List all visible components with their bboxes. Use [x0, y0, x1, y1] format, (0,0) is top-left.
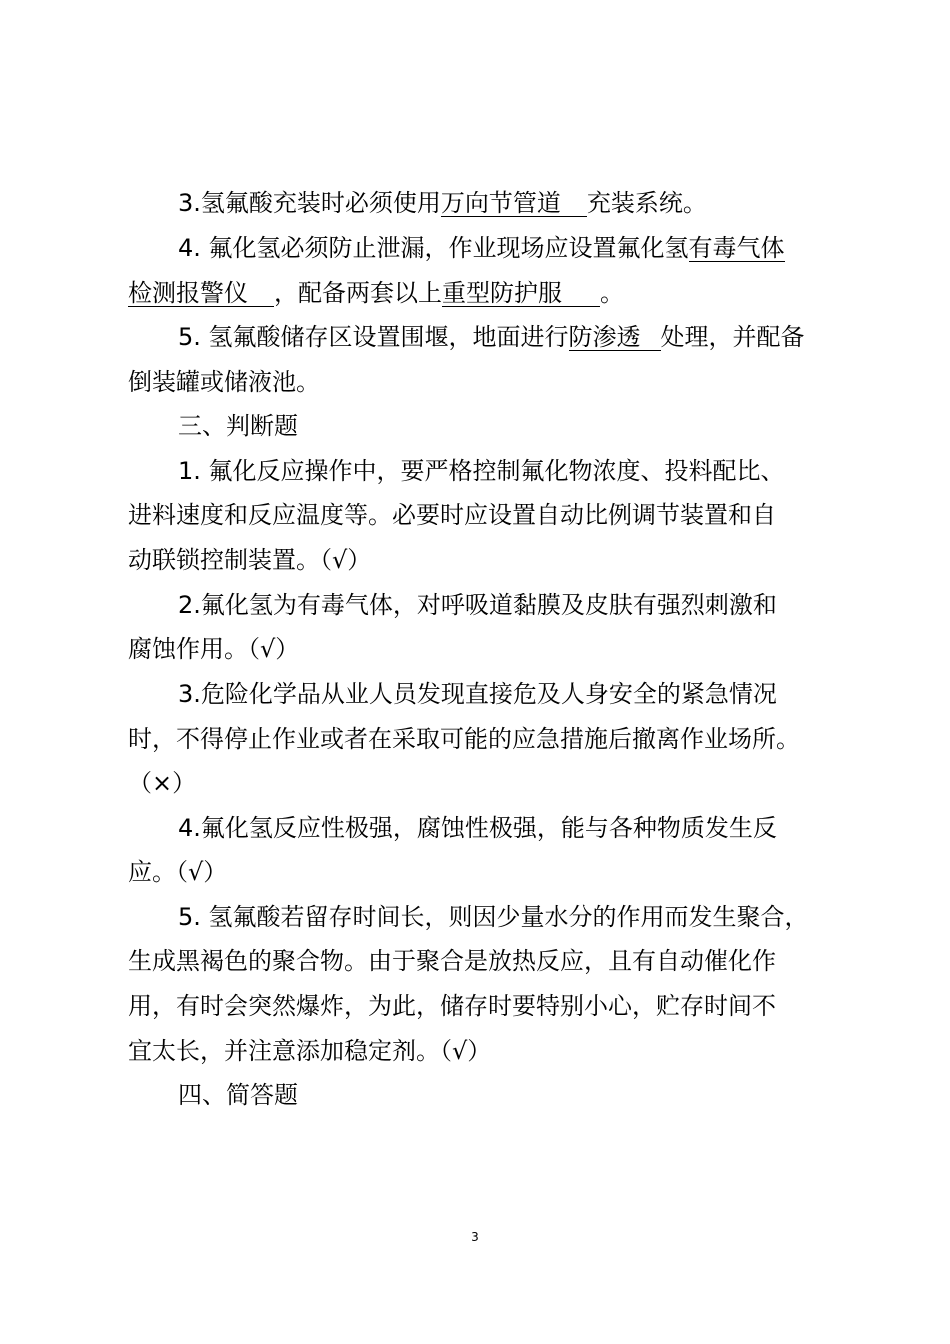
answer-blank: 检测报警仪 [128, 280, 274, 307]
text: 处理，并配备 [660, 323, 805, 351]
judge-item-4-line2: 应。（√） [128, 858, 228, 886]
judge-item-5-line4: 宜太长，并注意添加稳定剂。（√） [128, 1037, 492, 1065]
text: 倒装罐或储液池。 [128, 368, 320, 396]
text: ，配备两套以上 [274, 279, 442, 307]
page-number: 3 [471, 1230, 479, 1244]
judge-item-3-line1: 3.危险化学品从业人员发现直接危及人身安全的紧急情况 [178, 680, 777, 708]
text: 3.氢氟酸充装时必须使用 [178, 189, 441, 217]
text: 4. 氟化氢必须防止泄漏，作业现场应设置氟化氢 [178, 234, 689, 262]
judge-item-4-line1: 4.氟化氢反应性极强，腐蚀性极强，能与各种物质发生反 [178, 814, 777, 842]
judge-item-1-line3: 动联锁控制装置。（√） [128, 546, 372, 574]
judge-item-5-line1: 5. 氢氟酸若留存时间长，则因少量水分的作用而发生聚合， [178, 903, 809, 931]
answer-blank: 防渗透 [569, 324, 661, 351]
judge-item-3-line2: 时，不得停止作业或者在采取可能的应急措施后撤离作业场所。 [128, 725, 800, 753]
text: 。 [600, 279, 624, 307]
blank-item-4-line1 [178, 233, 785, 263]
blank-item-5-line2 [128, 367, 320, 397]
blank-item-5-line1 [178, 322, 805, 352]
judge-item-1-line2: 进料速度和反应温度等。必要时应设置自动比例调节装置和自 [128, 501, 776, 529]
answer-blank: 重型防护服 [442, 280, 600, 307]
text: 充装系统。 [586, 189, 707, 217]
answer-blank: 万向节管道 [441, 190, 587, 217]
judge-item-2-line1: 2.氟化氢为有毒气体，对呼吸道黏膜及皮肤有强烈刺激和 [178, 591, 777, 619]
blank-item-3 [178, 188, 707, 218]
section-title: 四、简答题 [178, 1081, 298, 1109]
judge-item-3-line3: （×） [128, 769, 197, 797]
judge-item-5-line2: 生成黑褐色的聚合物。由于聚合是放热反应，且有自动催化作 [128, 947, 776, 975]
judge-item-2-line2: 腐蚀作用。（√） [128, 635, 300, 663]
section-title: 三、判断题 [178, 412, 298, 440]
blank-item-4-line2 [128, 278, 624, 308]
judge-item-1-line1: 1. 氟化反应操作中，要严格控制氟化物浓度、投料配比、 [178, 457, 785, 485]
answer-blank: 有毒气体 [688, 234, 785, 262]
text: 5. 氢氟酸储存区设置围堰，地面进行 [178, 323, 569, 351]
judge-item-5-line3: 用，有时会突然爆炸，为此，储存时要特别小心，贮存时间不 [128, 992, 776, 1020]
